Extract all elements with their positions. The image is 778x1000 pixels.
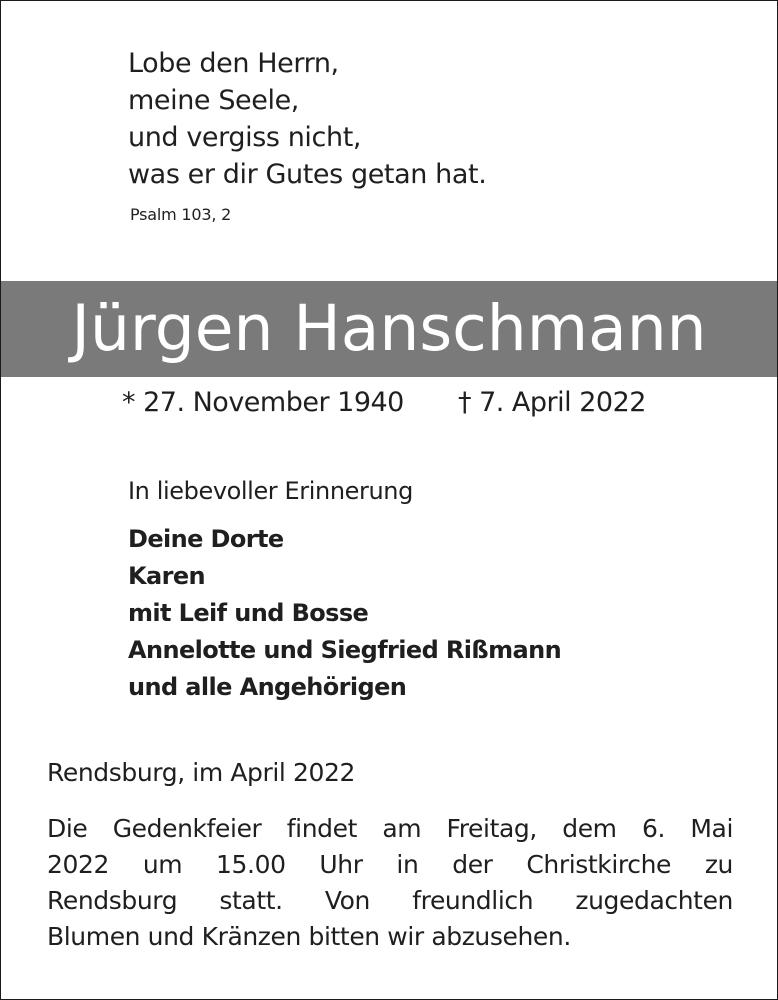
deceased-name: Jürgen Hanschmann	[71, 292, 707, 365]
mourner-name: Annelotte und Siegfried Rißmann	[128, 636, 562, 664]
mourner-name: mit Leif und Bosse	[128, 599, 369, 627]
memorial-service-text	[47, 811, 733, 955]
verse-reference: Psalm 103, 2	[130, 205, 232, 224]
service-text-line: Die Gedenkfeier findet am Freitag, dem 6. Mai	[47, 814, 733, 843]
mourner-name: Deine Dorte	[128, 525, 284, 553]
verse-line: und vergiss nicht,	[128, 122, 362, 153]
place-and-date: Rendsburg, im April 2022	[47, 758, 356, 787]
service-text-line: Blumen und Kränzen bitten wir abzusehen.	[47, 922, 571, 951]
death-date: † 7. April 2022	[458, 387, 646, 418]
service-text-line: Rendsburg statt. Von freundlich zugedachten	[47, 886, 733, 915]
verse-line: meine Seele,	[128, 85, 299, 116]
name-banner	[1, 281, 777, 377]
birth-date: * 27. November 1940	[122, 387, 404, 418]
mourner-name: und alle Angehörigen	[128, 673, 407, 701]
verse-line: Lobe den Herrn,	[128, 48, 339, 79]
memory-line: In liebevoller Erinnerung	[128, 477, 413, 505]
bible-verse	[128, 45, 486, 193]
verse-line: was er dir Gutes getan hat.	[128, 159, 487, 190]
mourner-name: Karen	[128, 562, 205, 590]
service-text-line: 2022 um 15.00 Uhr in der Christkirche zu	[47, 850, 733, 879]
mourners-list	[128, 521, 561, 706]
